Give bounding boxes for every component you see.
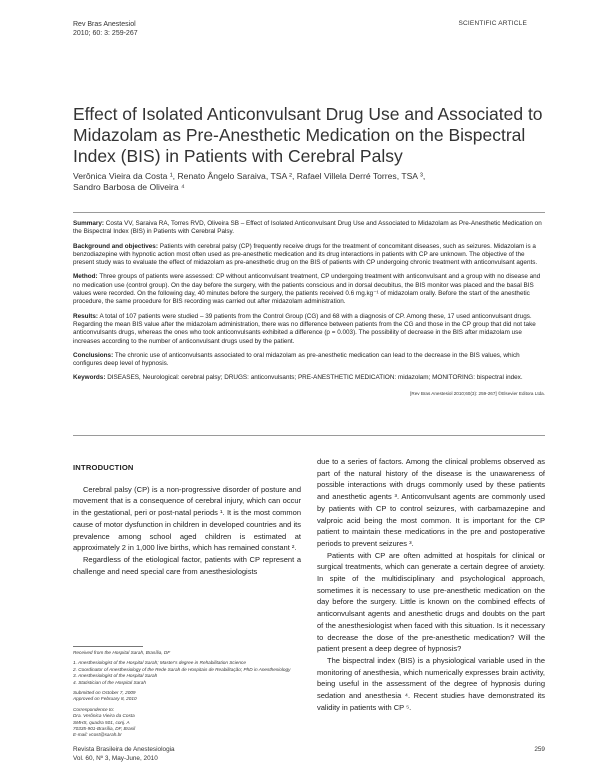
correspondence-email: E-mail: vcost@sarah.br <box>73 732 122 738</box>
footer-issue: Vol. 60, Nº 3, May-June, 2010 <box>73 754 158 762</box>
abstract-results: Results: A total of 107 patients were studied – 39 patients from the Control Group (CG) and 68 with a diagnosis of CP. Among these, 17 used anticonvulsant drugs. Regarding the mean BIS value after the midazolam administration, there was no difference between patients from the CG and those in the CP group that did not take anticonvulsants drugs, whereas the ones who took anticonvulsants exhibited a difference (p = 0.003). The possibility of decrease in the BIS after midazolam use increases according to the number of anticonvulsant drugs used by the patient. <box>73 312 536 345</box>
section-label: SCIENTIFIC ARTICLE <box>458 20 527 27</box>
article-title: Effect of Isolated Anticonvulsant Drug Use and Associated to Midazolam as Pre-Anesthetic Medication on the Bispectral Index (BIS) in Patients with Cerebral Palsy <box>73 104 543 166</box>
author-list <box>73 171 543 193</box>
page-number: 259 <box>534 746 545 753</box>
abstract-background: Background and objectives: Patients with cerebral palsy (CP) frequently receive drugs for the treatment of concomitant diseases, such as seizures. Midazolam is a benzodiazepine with hypnotic action most often used as pre-anesthetic medication and its drug interactions in patients with CP are unknown. The objective of the present study was to evaluate the effect of midazolam as pre-anesthetic drug on the BIS of patients with CP undergoing chronic treatment with anticonvulsant agents. <box>73 242 538 267</box>
abstract-summary: Summary: Costa VV, Saraiva RA, Torres RVD, Oliveira SB – Effect of Isolated Anticonvulsant Drug Use and Associated to Midazolam as Pre-Anesthetic Medication on the Bispectral Index (BIS) in Patients with Cerebral Palsy. <box>73 220 542 236</box>
intro-paragraph-2: Regardless of the etiological factor, patients with CP represent a challenge and need special care from anesthesiologists <box>73 554 301 576</box>
abstract-method: Method: Three groups of patients were assessed: CP without anticonvulsant treatment, CP undergoing treatment with anticonvulsant and a group with no disease and no medication use (control group). On the day before the surgery, with the patients conscious and in dorsal decubitus, the BIS monitor was placed and the basal BIS values were recorded. On the following day, 40 minutes before the surgery, the patients received 0.6 mg.kg⁻¹ of midazolam orally. Before the start of the anesthetic procedure, the same procedure for BIS recording was carried out after midazolam administration. <box>73 273 541 306</box>
abstract-citation: [Rev Bras Anestesiol 2010;60(3): 259-267] ©Elsevier Editora Ltda. <box>410 390 545 396</box>
body-column-right <box>317 456 545 713</box>
abstract-conclusions: Conclusions: The chronic use of anticonvulsants associated to oral midazolam as pre-anesthetic medication can lead to the decrease in the BIS values, which configures deep level of hypnosis. <box>73 351 520 368</box>
footer-journal: Revista Brasileira de Anestesiologia <box>73 746 175 753</box>
abstract-top-rule <box>73 212 545 213</box>
body-column-left <box>73 462 301 577</box>
abstract-bottom-rule <box>73 435 545 436</box>
abstract <box>73 220 545 398</box>
affiliation-notes: Received from the Hospital Sarah, Brasília, DF 1. Anesthesiologist of the Hospital Sarah; Master's degree in Rehabilitation Science 2. Coordinator of Anesthesiology of the Rede Sarah de Hospitais de Reabilitação; PhD in Anesthesiology 3. Anesthesiologist of the Hospital Sarah 4. Statistician of the Hospital Sarah Submitted on October 7, 2009 Approved on February 8, 2010 Correspondence to: Dra. Verônica Vieira da Costa SMHS, quadra 501, conj. A 70335-901-Brasília, DF, Brasil E-mail: vcost@sarah.br <box>73 650 301 739</box>
running-header <box>73 20 138 38</box>
abstract-keywords: Keywords: DISEASES, Neurological: cerebral palsy; DRUGS: anticonvulsants; PRE-ANESTHETIC MEDICATION: midazolam; MONITORING: bispectral index. <box>73 374 523 382</box>
journal-volume: 2010; 60: 3: 259-267 <box>73 30 138 37</box>
intro-paragraph-3: due to a series of factors. Among the clinical problems observed as part of the natural history of the disease is the unawareness of possible interactions with drugs commonly used by these patients and anesthetic agents ³. Anticonvulsant agents are commonly used by patients with CP to control seizures, with carbamazepine and valproic acid being the most common. It is important for the CP patient to maintain these medications in the pre and postoperative periods to prevent seizures ³. <box>317 457 545 548</box>
author-line-1: Verônica Vieira da Costa ¹, Renato Ângelo Saraiva, TSA ², Rafael Villela Derré Torres, TSA ³, <box>73 171 426 181</box>
intro-paragraph-4: Patients with CP are often admitted at hospitals for clinical or surgical treatments, which can generate a certain degree of anxiety. In spite of the multidisciplinary and psychological approach, sometimes it is necessary to use pre-anesthetic medication on the day before the surgery. Little is known on the combined effects of anticonvulsant agents and anesthetic drugs and doubts on the part of the anesthesiologist when faced with this situation. Is it necessary to decrease the dose of the pre-anesthetic medication? Will the patient present a deep degree of hypnosis? <box>317 550 545 654</box>
footnote-rule <box>73 646 143 647</box>
page-footer <box>73 746 175 763</box>
intro-paragraph-5: The bispectral index (BIS) is a physiological variable used in the monitoring of anesthesia, which numerically expresses brain activity, being useful in the assessment of the degree of hypnosis during sedation and anesthesia ⁴. Recent studies have demonstrated its validity in patients with CP ⁵. <box>317 655 545 712</box>
section-heading-introduction: INTRODUCTION <box>73 463 134 472</box>
journal-name: Rev Bras Anestesiol <box>73 21 136 28</box>
author-line-2: Sandro Barbosa de Oliveira ⁴ <box>73 182 185 192</box>
intro-paragraph-1: Cerebral palsy (CP) is a non-progressive disorder of posture and movement that is a consequence of cerebral injury, which can occur in the gestational, peri or post-natal periods ¹. It is the most common cause of motor dysfunction in children in developed countries and its prevalence among school aged children is estimated at approximately 2 in 1,000 live births, which has remained constant ². <box>73 484 301 553</box>
